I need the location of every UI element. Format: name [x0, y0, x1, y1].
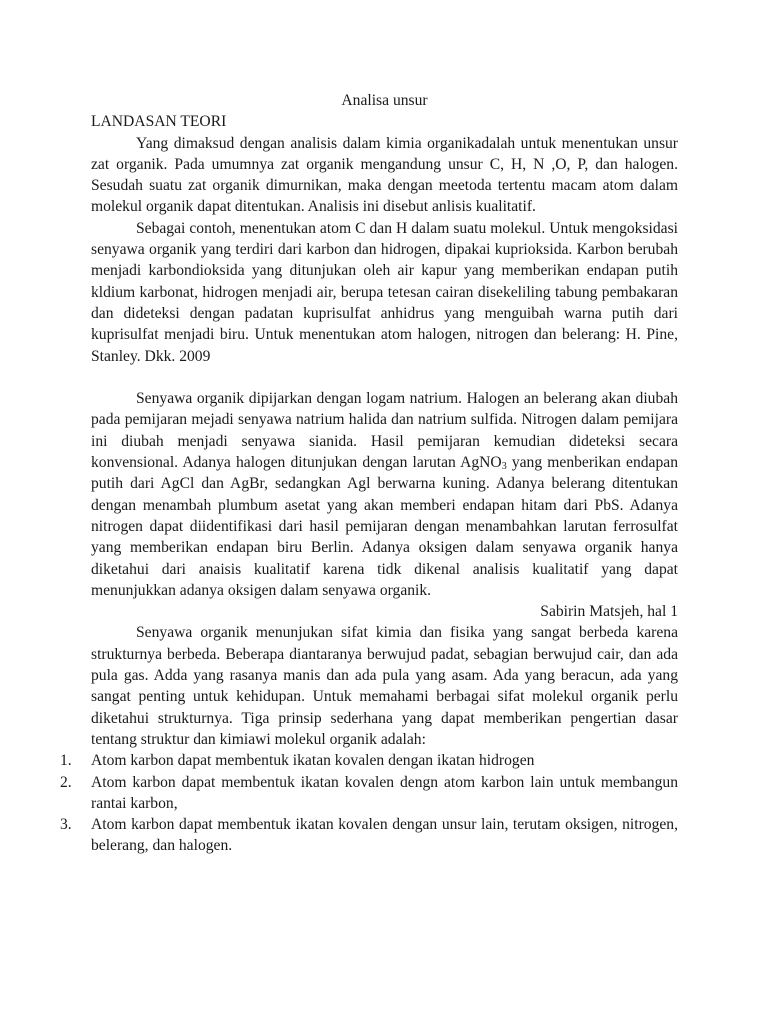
paragraph-2: Sebagai contoh, menentukan atom C dan H dalam suatu molekul. Untuk mengoksidasi senyawa organik yang terdiri dari karbon dan hidrogen, dipakai kuprioksida. Karbon berubah menjadi karbondioksida yang ditunjukan oleh air kapur yang memberikan endapan putih kldium karbonat, hidrogen menjadi air, berupa tetesan cairan disekeliling tabung pembakaran dan dideteksi dengan padatan kuprisulfat anhidrus yang menguibah warna putih dari kuprisulfat menjadi biru. Untuk menentukan atom halogen, nitrogen dan belerang: H. Pine, Stanley. Dkk. 2009 [91, 219, 678, 365]
paragraph-3-text-after: yang menberikan endapan putih dari AgCl dan AgBr, sedangkan Agl berwarna kuning. Adanya belerang ditentukan dengan menambah plumbum asetat yang akan memberi endapan hitam dari PbS. Adanya nitrogen dapat diidentifikasi dari hasil pemijaran dengan menambahkan larutan ferrosulfat yang memberikan endapan biru Berlin. Adanya oksigen dalam senyawa organik hanya diketahui dari anaisis kualitatif karena tidk dikenal analisis kualitatif yang dapat menunjukkan adanya oksigen dalam senyawa organik. [91, 454, 678, 599]
list-item-number: 1. [60, 752, 72, 770]
paragraph-3-text-before: Senyawa organik dipijarkan dengan logam natrium. Halogen an belerang akan diubah pada pemijaran mejadi senyawa natrium halida dan natrium sulfida. Nitrogen dalam pemijara ini diubah menjadi senyawa sianida. Hasil pemijaran kemudian dideteksi secara konvensional. Adanya halogen ditunjukan dengan larutan AgNO [91, 390, 678, 472]
list-item-text: Atom karbon dapat membentuk ikatan kovalen dengan unsur lain, terutam oksigen, nitrogen, belerang, dan halogen. [91, 816, 678, 855]
list-item-number: 2. [60, 773, 72, 791]
paragraph-1: Yang dimaksud dengan analisis dalam kimia organikadalah untuk menentukan unsur zat organik. Pada umumnya zat organik mengandung unsur C, H, N ,O, P, dan halogen. Sesudah suatu zat organik dimurnikan, maka dengan meetoda tertentu macam atom dalam molekul organik dapat ditentukan. Analisis ini disebut anlisis kualitatif. [91, 134, 678, 216]
document-page [60, 90, 678, 857]
document-title: Analisa unsur [341, 92, 428, 109]
paragraph-3 [91, 388, 678, 601]
list-item [60, 772, 678, 815]
section-heading: LANDASAN TEORI [91, 113, 227, 131]
principles-list [60, 750, 678, 856]
list-item-text: Atom karbon dapat membentuk ikatan kovalen dengan ikatan hidrogen [91, 752, 535, 770]
list-item-text: Atom karbon dapat membentuk ikatan kovalen dengn atom karbon lain untuk membangun rantai karbon, [91, 773, 678, 812]
list-item [60, 814, 678, 857]
blank-line [91, 367, 678, 388]
paragraph-4: Senyawa organik menunjukan sifat kimia dan fisika yang sangat berbeda karena strukturnya berbeda. Beberapa diantaranya berwujud padat, sebagian berwujud cair, dan ada pula gas. Adda yang rasanya manis dan ada pula yang asam. Ada yang beracun, ada yang sangat penting untuk kehidupan. Untuk memahami berbagai sifat molekul organik perlu diketahui strukturnya. Tiga prinsip sederhana yang dapat memberikan pengertian dasar tentang struktur dan kimiawi molekul organik adalah: [91, 624, 678, 748]
subscript-3: 3 [501, 461, 507, 473]
source-citation: Sabirin Matsjeh, hal 1 [540, 603, 678, 621]
list-item [60, 750, 678, 771]
list-item-number: 3. [60, 816, 72, 834]
